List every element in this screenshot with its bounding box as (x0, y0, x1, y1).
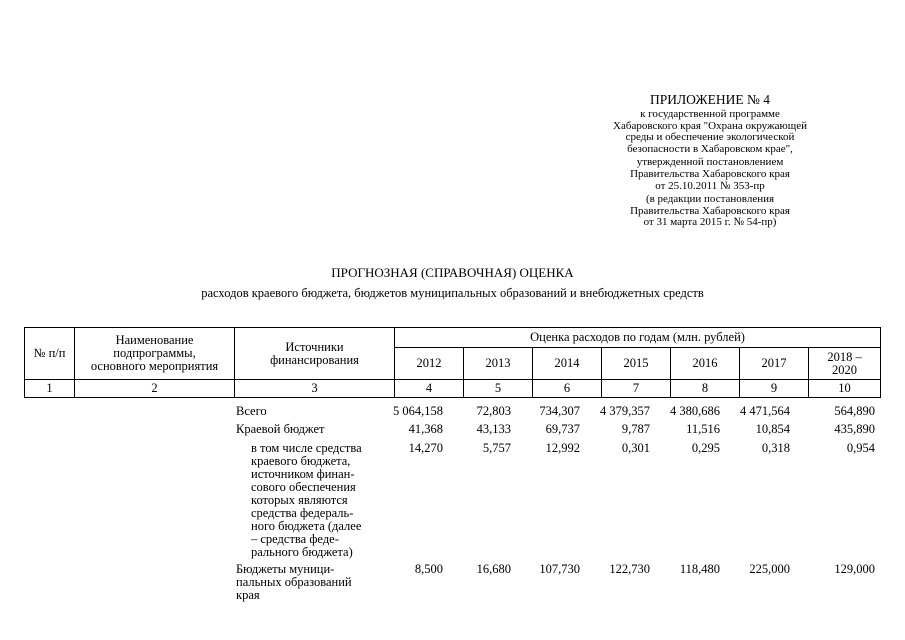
header-estimate: Оценка расходов по годам (млн. рублей) (395, 328, 881, 348)
value-cell: 43,133 (476, 422, 511, 436)
source-text-line: ного бюджета (далее (251, 519, 362, 533)
source-cell (251, 442, 411, 559)
appendix-line: от 31 марта 2015 г. № 54-пр) (643, 216, 777, 229)
appendix-line: безопасности в Хабаровском крае", (627, 142, 793, 155)
value-cell: 122,730 (609, 562, 650, 576)
value-cell: 734,307 (539, 404, 580, 418)
appendix-block (560, 92, 860, 229)
source-text-line: Бюджеты муници- (236, 562, 335, 576)
source-text-line: в том числе средства (251, 441, 362, 455)
appendix-line: утвержденной постановлением (636, 156, 784, 169)
appendix-line: Правительства Хабаровского края (630, 167, 790, 180)
source-text-line: сового обеспечения (251, 480, 356, 494)
value-cell: 72,803 (476, 404, 511, 418)
header-name (75, 328, 235, 380)
value-cell: 0,301 (621, 441, 650, 455)
column-number-cell: 2 (75, 380, 235, 398)
header-text-line: Источники (285, 339, 344, 354)
column-number-cell: 5 (464, 380, 533, 398)
value-cell: 41,368 (408, 422, 443, 436)
source-text-line: Краевой бюджет (236, 422, 325, 436)
value-cell: 5,757 (482, 441, 511, 455)
document-subtitle: расходов краевого бюджета, бюджетов муниципальных образований и внебюджетных средств (201, 286, 704, 300)
column-number-cell: 4 (395, 380, 464, 398)
source-text-line: краевого бюджета, (251, 454, 351, 468)
value-cell: 4 471,564 (740, 404, 790, 418)
value-cell: 118,480 (679, 562, 720, 576)
column-number-cell: 1 (25, 380, 75, 398)
column-number-cell: 7 (602, 380, 671, 398)
header-number: № п/п (25, 328, 75, 380)
header-text-line: основного мероприятия (90, 359, 219, 373)
value-cell: 564,890 (834, 404, 875, 418)
year-cell: 2018 – 2020 (809, 348, 881, 380)
year-cell: 2016 (671, 348, 740, 380)
value-cell: 107,730 (539, 562, 580, 576)
document-title: ПРОГНОЗНАЯ (СПРАВОЧНАЯ) ОЦЕНКА (331, 265, 574, 280)
year-cell: 2014 (533, 348, 602, 380)
header-column-numbers (25, 380, 881, 398)
value-cell: 69,737 (545, 422, 580, 436)
value-cell: 5 064,158 (393, 404, 443, 418)
source-text-line: края (236, 588, 260, 602)
column-number-cell: 8 (671, 380, 740, 398)
value-cell: 14,270 (408, 441, 443, 455)
source-cell (236, 423, 396, 436)
value-cell: 4 379,357 (600, 404, 650, 418)
source-text-line: рального бюджета) (251, 545, 353, 559)
value-cell: 4 380,686 (670, 404, 720, 418)
source-text-line: которых являются (251, 493, 348, 507)
source-text-line: пальных образований (236, 575, 352, 589)
header-text-line: финансирования (270, 352, 359, 367)
source-text-line: – средства феде- (251, 532, 339, 546)
appendix-line: Хабаровского края "Охрана окружающей (613, 119, 807, 132)
source-text-line: источником финан- (251, 467, 355, 481)
source-cell (236, 405, 396, 418)
header-text-line: Наименование (115, 333, 194, 347)
year-cell: 2017 (740, 348, 809, 380)
value-cell: 129,000 (834, 562, 875, 576)
source-cell (236, 563, 396, 602)
estimate-table-header (24, 327, 881, 398)
source-text-line: Всего (236, 404, 267, 418)
value-cell: 0,318 (761, 441, 790, 455)
value-cell: 0,295 (691, 441, 720, 455)
value-cell: 10,854 (755, 422, 790, 436)
appendix-heading: ПРИЛОЖЕНИЕ № 4 (649, 92, 771, 107)
appendix-line: среды и обеспечение экологической (625, 131, 795, 144)
column-number-cell: 10 (809, 380, 881, 398)
year-cell: 2012 (395, 348, 464, 380)
value-cell: 225,000 (749, 562, 790, 576)
header-source (235, 328, 395, 380)
column-number-cell: 6 (533, 380, 602, 398)
year-cell: 2015 (602, 348, 671, 380)
column-number-cell: 9 (740, 380, 809, 398)
appendix-lines (560, 109, 860, 229)
year-cell: 2013 (464, 348, 533, 380)
column-number-cell: 3 (235, 380, 395, 398)
value-cell: 16,680 (476, 562, 511, 576)
value-cell: 9,787 (621, 422, 650, 436)
value-cell: 8,500 (414, 562, 443, 576)
appendix-line: от 25.10.2011 № 353-пр (655, 179, 765, 192)
value-cell: 12,992 (545, 441, 580, 455)
value-cell: 11,516 (686, 422, 720, 436)
appendix-line: Правительства Хабаровского края (630, 204, 790, 217)
header-text-line: подпрограммы, (113, 346, 196, 360)
value-cell: 435,890 (834, 422, 875, 436)
value-cell: 0,954 (846, 441, 875, 455)
appendix-line: к государственной программе (640, 108, 780, 120)
source-text-line: средства федераль- (251, 506, 354, 520)
appendix-line: (в редакции постановления (645, 193, 775, 206)
